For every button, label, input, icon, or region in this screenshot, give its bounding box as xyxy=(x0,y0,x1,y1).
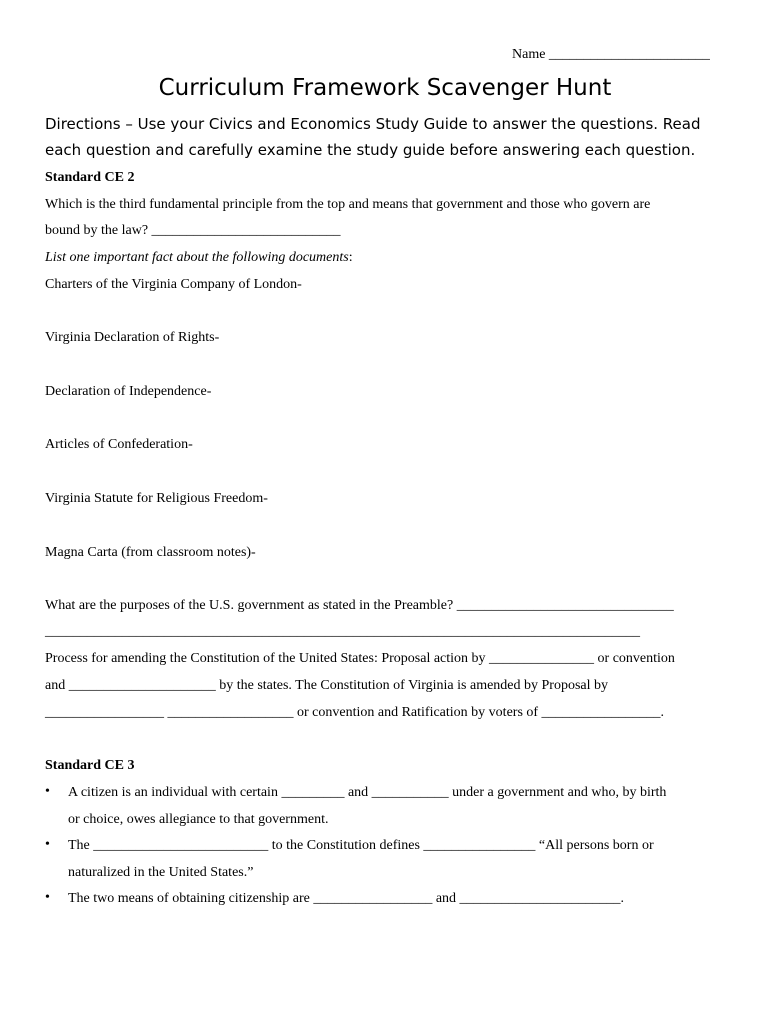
documents-prompt-colon: : xyxy=(348,250,353,265)
document-item: Declaration of Independence- xyxy=(45,384,212,399)
document-item: Magna Carta (from classroom notes)- xyxy=(45,545,256,560)
section-heading-ce2: Standard CE 2 xyxy=(45,170,135,185)
document-item: Virginia Statute for Religious Freedom- xyxy=(45,491,268,506)
question-preamble-line-1: What are the purposes of the U.S. government as stated in the Preamble? _______________________________ xyxy=(45,598,674,613)
bullet-marker: • xyxy=(45,890,50,905)
bullet-marker: • xyxy=(45,784,50,799)
directions-line-2: each question and carefully examine the study guide before answering each question. xyxy=(45,141,696,159)
bullet-marker: • xyxy=(45,837,50,852)
document-item: Virginia Declaration of Rights- xyxy=(45,330,220,345)
question-preamble-line-2: _____________________________________________________________________________________ xyxy=(45,624,640,639)
directions-line-1: Directions – Use your Civics and Economics Study Guide to answer the questions. Read xyxy=(45,115,701,133)
page-title: Curriculum Framework Scavenger Hunt xyxy=(158,75,612,101)
document-item: Charters of the Virginia Company of London- xyxy=(45,277,302,292)
question-rule-of-law-line-2: bound by the law? ___________________________ xyxy=(45,223,341,238)
question-amendment-line-3: _________________ __________________ or convention and Ratification by voters of _________________. xyxy=(45,705,665,720)
name-field-label: Name _______________________ xyxy=(512,47,710,62)
bullet-amendment-line-2: naturalized in the United States.” xyxy=(68,865,254,880)
bullet-citizen-line-2: or choice, owes allegiance to that government. xyxy=(68,812,329,827)
bullet-citizen-line-1: A citizen is an individual with certain _________ and ___________ under a government and who, by birth xyxy=(68,785,667,800)
bullet-amendment-line-1: The _________________________ to the Constitution defines ________________ “All persons born or xyxy=(68,838,654,853)
question-amendment-line-1: Process for amending the Constitution of the United States: Proposal action by _______________ or convention xyxy=(45,651,675,666)
documents-prompt xyxy=(45,249,353,267)
section-heading-ce3: Standard CE 3 xyxy=(45,758,135,773)
question-amendment-line-2: and _____________________ by the states. The Constitution of Virginia is amended by Proposal by xyxy=(45,678,609,693)
documents-prompt-text: List one important fact about the following documents xyxy=(45,250,349,265)
document-item: Articles of Confederation- xyxy=(45,437,193,452)
bullet-citizenship-means: The two means of obtaining citizenship are _________________ and _______________________. xyxy=(68,891,625,906)
question-rule-of-law-line-1: Which is the third fundamental principle from the top and means that government and those who govern are xyxy=(45,197,651,212)
